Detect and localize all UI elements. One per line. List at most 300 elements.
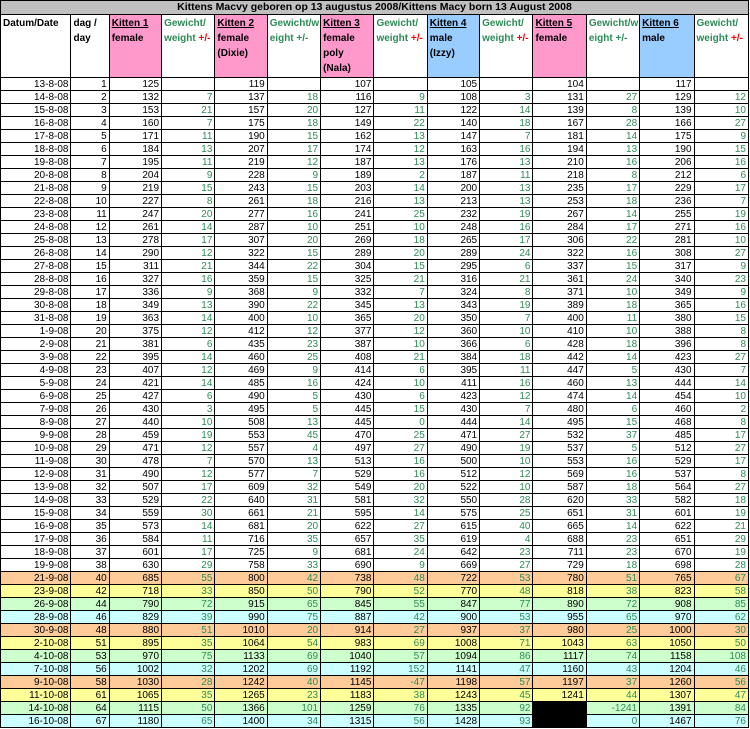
weight-cell: 471 — [109, 442, 161, 455]
gain-cell: 22 — [162, 494, 215, 507]
kitten-5-header — [533, 15, 586, 78]
weight-cell: 651 — [533, 507, 586, 520]
date-cell: 26-8-08 — [1, 247, 71, 260]
weight-cell: 119 — [215, 78, 267, 91]
weight-cell: 553 — [215, 429, 267, 442]
kitten-name: Kitten 4 — [429, 18, 467, 29]
weight-cell: 1133 — [215, 650, 267, 663]
gain-cell: 16 — [694, 156, 748, 169]
gain-cell: -1241 — [586, 702, 639, 715]
gain-cell: 15 — [267, 182, 320, 195]
weight-cell: 460 — [640, 403, 694, 416]
weight-cell: 261 — [215, 195, 267, 208]
weight-cell: 427 — [109, 390, 161, 403]
day-cell: 38 — [71, 559, 109, 572]
weight-cell: 380 — [640, 312, 694, 325]
date-cell: 19-9-08 — [1, 559, 71, 572]
weight-cell: 219 — [215, 156, 267, 169]
weight-cell: 219 — [109, 182, 161, 195]
gain-cell: 30 — [694, 624, 748, 637]
gain-cell: 13 — [480, 182, 533, 195]
weight-cell: 1064 — [215, 637, 267, 650]
gain-cell: 17 — [586, 182, 639, 195]
gain-cell: 14 — [586, 390, 639, 403]
weight-cell: 129 — [640, 91, 694, 104]
date-cell: 11-10-08 — [1, 689, 71, 702]
gain-cell: 84 — [694, 702, 748, 715]
weight-cell: 430 — [427, 403, 479, 416]
weight-cell: 163 — [427, 143, 479, 156]
date-cell: 17-8-08 — [1, 130, 71, 143]
gain-cell: 10 — [374, 338, 427, 351]
weight-cell: 1065 — [109, 689, 161, 702]
gain-cell: 14 — [586, 351, 639, 364]
weight-cell: 174 — [321, 143, 374, 156]
weight-cell: 790 — [109, 598, 161, 611]
gain-cell — [374, 78, 427, 91]
gain-cell: 27 — [694, 117, 748, 130]
weight-cell: 269 — [321, 234, 374, 247]
day-cell: 24 — [71, 377, 109, 390]
day-cell: 8 — [71, 169, 109, 182]
date-cell: 23-9-08 — [1, 585, 71, 598]
gain-cell: 15 — [374, 403, 427, 416]
weight-cell: 980 — [533, 624, 586, 637]
gain-cell: 11 — [162, 156, 215, 169]
gain-cell: 13 — [374, 130, 427, 143]
weight-cell: 1115 — [109, 702, 161, 715]
weight-cell: 132 — [109, 91, 161, 104]
plus-minus-label: +/- — [410, 33, 423, 44]
date-cell: 29-8-08 — [1, 286, 71, 299]
weight-cell: 698 — [640, 559, 694, 572]
gain-cell: 72 — [162, 598, 215, 611]
kitten-2-gain-header — [267, 15, 320, 78]
weight-cell: 423 — [427, 390, 479, 403]
gain-cell: 13 — [480, 195, 533, 208]
gain-cell: 7 — [694, 364, 748, 377]
weight-cell: 880 — [109, 624, 161, 637]
weight-cell: 430 — [109, 403, 161, 416]
table-row — [1, 416, 749, 429]
weight-cell: 384 — [427, 351, 479, 364]
gain-cell: 12 — [162, 364, 215, 377]
date-cell: 16-9-08 — [1, 520, 71, 533]
gain-cell: 53 — [480, 611, 533, 624]
weight-cell: 153 — [109, 104, 161, 117]
gain-cell: 5 — [586, 442, 639, 455]
gain-cell: 21 — [267, 507, 320, 520]
weight-cell: 445 — [321, 416, 374, 429]
gain-cell: 9 — [162, 286, 215, 299]
date-cell: 18-8-08 — [1, 143, 71, 156]
gain-cell: 55 — [374, 598, 427, 611]
gain-cell: 8 — [162, 195, 215, 208]
table-row — [1, 533, 749, 546]
gain-cell: 18 — [586, 481, 639, 494]
gain-cell: 10 — [694, 104, 748, 117]
weight-cell: 227 — [109, 195, 161, 208]
gain-cell: 46 — [694, 663, 748, 676]
weight-cell: 716 — [215, 533, 267, 546]
kitten-description: female — [535, 33, 568, 44]
weight-cell: 447 — [533, 364, 586, 377]
table-row — [1, 351, 749, 364]
weight-cell: 1366 — [215, 702, 267, 715]
gain-cell: 2 — [694, 403, 748, 416]
gain-cell: 16 — [267, 377, 320, 390]
gain-cell: 27 — [480, 429, 533, 442]
date-cell: 4-10-08 — [1, 650, 71, 663]
gain-cell: 14 — [162, 351, 215, 364]
gain-cell: 4 — [480, 533, 533, 546]
date-cell: 15-8-08 — [1, 104, 71, 117]
weight-cell: 1265 — [215, 689, 267, 702]
weight-cell: 157 — [215, 104, 267, 117]
table-row — [1, 455, 749, 468]
gain-cell: 63 — [586, 637, 639, 650]
weight-cell: 444 — [427, 416, 479, 429]
weight-cell: 900 — [427, 611, 479, 624]
weight-cell: 267 — [533, 208, 586, 221]
weight-cell: 474 — [533, 390, 586, 403]
weight-cell: 490 — [109, 468, 161, 481]
day-cell: 37 — [71, 546, 109, 559]
gain-cell: 9 — [694, 286, 748, 299]
day-cell: 27 — [71, 416, 109, 429]
date-cell: 24-8-08 — [1, 221, 71, 234]
day-cell: 30 — [71, 455, 109, 468]
gain-cell: 16 — [267, 208, 320, 221]
gain-cell: 27 — [694, 351, 748, 364]
gain-cell: 20 — [374, 481, 427, 494]
weight-cell: 408 — [321, 351, 374, 364]
gain-cell: 6 — [162, 390, 215, 403]
gain-cell: 35 — [162, 689, 215, 702]
weight-cell: 359 — [215, 273, 267, 286]
gain-cell: 12 — [162, 325, 215, 338]
weight-cell: 1180 — [109, 715, 161, 728]
table-row — [1, 169, 749, 182]
weight-cell: 387 — [321, 338, 374, 351]
date-cell: 3-9-08 — [1, 351, 71, 364]
weight-cell: 322 — [215, 247, 267, 260]
gain-cell — [480, 78, 533, 91]
gain-cell: 85 — [694, 598, 748, 611]
weight-cell: 410 — [533, 325, 586, 338]
date-cell: 18-9-08 — [1, 546, 71, 559]
gain-cell: 17 — [267, 143, 320, 156]
day-cell: 9 — [71, 182, 109, 195]
gain-cell: 6 — [374, 390, 427, 403]
weight-cell: 365 — [640, 299, 694, 312]
weight-cell: 243 — [215, 182, 267, 195]
gain-cell: 7 — [374, 286, 427, 299]
day-cell: 21 — [71, 338, 109, 351]
gain-cell: 54 — [267, 637, 320, 650]
gain-cell: 28 — [480, 494, 533, 507]
weight-cell: 1030 — [109, 676, 161, 689]
date-cell: 6-9-08 — [1, 390, 71, 403]
weight-cell: 553 — [533, 455, 586, 468]
table-row — [1, 104, 749, 117]
gain-cell: 48 — [480, 585, 533, 598]
weight-cell: 127 — [321, 104, 374, 117]
weight-cell: 595 — [321, 507, 374, 520]
gain-cell: 23 — [694, 273, 748, 286]
weight-cell: 1335 — [427, 702, 479, 715]
date-cell: 22-8-08 — [1, 195, 71, 208]
weight-cell: 368 — [215, 286, 267, 299]
gain-cell: 10 — [586, 325, 639, 338]
weight-cell: 601 — [109, 546, 161, 559]
table-row — [1, 195, 749, 208]
weight-cell: 495 — [533, 416, 586, 429]
weight-cell: 345 — [321, 299, 374, 312]
weight-cell: 295 — [427, 260, 479, 273]
gain-cell: 17 — [694, 429, 748, 442]
weight-cell: 642 — [427, 546, 479, 559]
gain-cell: 12 — [480, 468, 533, 481]
weight-cell: 428 — [533, 338, 586, 351]
weight-cell: 349 — [640, 286, 694, 299]
weight-cell: 581 — [321, 494, 374, 507]
weight-cell: 584 — [109, 533, 161, 546]
weight-cell: 206 — [640, 156, 694, 169]
title-row — [1, 1, 749, 15]
weight-cell: 575 — [427, 507, 479, 520]
gain-cell: 6 — [162, 338, 215, 351]
table-row — [1, 598, 749, 611]
gain-cell: 56 — [694, 676, 748, 689]
weight-cell: 577 — [215, 468, 267, 481]
weight-cell: 508 — [215, 416, 267, 429]
gain-cell: 18 — [586, 338, 639, 351]
day-cell: 58 — [71, 676, 109, 689]
weight-cell: 139 — [640, 104, 694, 117]
table-row — [1, 247, 749, 260]
weight-cell: 529 — [640, 455, 694, 468]
weight-cell: 512 — [427, 468, 479, 481]
table-row — [1, 325, 749, 338]
date-cell: 13-9-08 — [1, 481, 71, 494]
gain-cell: 11 — [586, 312, 639, 325]
gain-cell: 20 — [374, 312, 427, 325]
date-cell: 17-9-08 — [1, 533, 71, 546]
weight-cell: 615 — [427, 520, 479, 533]
gain-cell: 32 — [267, 481, 320, 494]
weight-cell: 116 — [321, 91, 374, 104]
gain-cell: 15 — [586, 416, 639, 429]
weight-cell: 194 — [533, 143, 586, 156]
gain-cell: 72 — [586, 598, 639, 611]
gain-cell: 8 — [694, 338, 748, 351]
gain-cell: 8 — [586, 104, 639, 117]
weight-cell: 497 — [321, 442, 374, 455]
gain-cell: 18 — [267, 195, 320, 208]
date-cell: 26-9-08 — [1, 598, 71, 611]
gain-cell: 2 — [374, 169, 427, 182]
table-row — [1, 689, 749, 702]
weight-cell: 139 — [533, 104, 586, 117]
weight-cell: 212 — [640, 169, 694, 182]
weight-cell: 937 — [427, 624, 479, 637]
date-cell: 31-8-08 — [1, 312, 71, 325]
kitten-name: Kitten 3 — [323, 18, 360, 29]
weight-cell: 1307 — [640, 689, 694, 702]
weight-cell: 253 — [533, 195, 586, 208]
gain-cell: 18 — [694, 494, 748, 507]
weight-cell: 500 — [427, 455, 479, 468]
gain-cell: 19 — [694, 546, 748, 559]
gain-cell: 7 — [162, 117, 215, 130]
weight-cell: 640 — [215, 494, 267, 507]
weight-cell: 430 — [640, 364, 694, 377]
weight-cell — [533, 715, 586, 728]
weight-cell: 1391 — [640, 702, 694, 715]
gain-cell: 28 — [586, 117, 639, 130]
gain-cell: 29 — [694, 533, 748, 546]
table-row — [1, 78, 749, 91]
weight-cell — [533, 702, 586, 715]
gain-cell: 22 — [374, 117, 427, 130]
gain-cell: 0 — [374, 416, 427, 429]
gain-cell: 12 — [162, 247, 215, 260]
weight-cell: 396 — [640, 338, 694, 351]
weight-cell: 195 — [109, 156, 161, 169]
plus-minus-label: +/- — [615, 33, 628, 44]
gain-cell: 15 — [162, 182, 215, 195]
date-cell: 10-9-08 — [1, 442, 71, 455]
gain-cell: 12 — [267, 325, 320, 338]
gain-cell: 7 — [480, 312, 533, 325]
weight-cell: 983 — [321, 637, 374, 650]
gain-cell: 14 — [374, 507, 427, 520]
weight-cell: 107 — [321, 78, 374, 91]
weight-cell: 532 — [533, 429, 586, 442]
gain-cell: 13 — [162, 299, 215, 312]
gain-cell: 152 — [374, 663, 427, 676]
weight-cell: 688 — [533, 533, 586, 546]
gain-cell: 23 — [480, 546, 533, 559]
gain-cell: 11 — [480, 169, 533, 182]
day-cell: 2 — [71, 91, 109, 104]
weight-cell: 181 — [533, 130, 586, 143]
weight-cell: 914 — [321, 624, 374, 637]
date-cell: 2-10-08 — [1, 637, 71, 650]
gain-cell: 6 — [586, 403, 639, 416]
weight-cell: 389 — [533, 299, 586, 312]
gain-cell: 62 — [694, 611, 748, 624]
gain-cell: 16 — [586, 455, 639, 468]
weight-cell: 549 — [321, 481, 374, 494]
table-row — [1, 91, 749, 104]
weight-cell: 247 — [109, 208, 161, 221]
gain-cell: 65 — [267, 598, 320, 611]
weight-cell: 847 — [427, 598, 479, 611]
weight-cell: 117 — [640, 78, 694, 91]
gain-cell: 13 — [374, 299, 427, 312]
weight-cell: 350 — [427, 312, 479, 325]
gain-cell: 12 — [694, 91, 748, 104]
gain-cell: 23 — [267, 338, 320, 351]
weight-cell: 187 — [427, 169, 479, 182]
day-cell: 44 — [71, 598, 109, 611]
gain-cell: 10 — [374, 377, 427, 390]
weight-cell: 485 — [215, 377, 267, 390]
weight-cell: 200 — [427, 182, 479, 195]
gain-cell: 51 — [586, 572, 639, 585]
table-row — [1, 234, 749, 247]
weight-cell: 1040 — [321, 650, 374, 663]
day-cell: 20 — [71, 325, 109, 338]
weight-cell: 890 — [533, 598, 586, 611]
day-cell: 34 — [71, 507, 109, 520]
header-row — [1, 15, 749, 78]
gain-cell: 65 — [586, 611, 639, 624]
weight-cell: 255 — [640, 208, 694, 221]
gain-cell: 34 — [267, 715, 320, 728]
gain-cell: 13 — [586, 377, 639, 390]
gain-cell: 24 — [586, 273, 639, 286]
gain-cell: 12 — [374, 325, 427, 338]
weight-cell: 344 — [215, 260, 267, 273]
day-cell: 17 — [71, 286, 109, 299]
weight-cell: 414 — [321, 364, 374, 377]
weight-cell: 232 — [427, 208, 479, 221]
gain-cell: 8 — [694, 416, 748, 429]
table-row — [1, 572, 749, 585]
weight-cell: 167 — [533, 117, 586, 130]
gain-cell: 21 — [480, 273, 533, 286]
table-row — [1, 676, 749, 689]
gain-cell: 10 — [694, 234, 748, 247]
weight-cell: 758 — [215, 559, 267, 572]
gain-cell: 3 — [162, 403, 215, 416]
day-cell: 61 — [71, 689, 109, 702]
gain-cell: 23 — [586, 533, 639, 546]
weight-cell: 395 — [109, 351, 161, 364]
gain-cell: 17 — [480, 234, 533, 247]
gain-cell: 29 — [162, 559, 215, 572]
gain-cell: 42 — [267, 572, 320, 585]
weight-cell: 722 — [427, 572, 479, 585]
gain-cell — [694, 78, 748, 91]
weight-cell: 377 — [321, 325, 374, 338]
weight-cell: 407 — [109, 364, 161, 377]
date-cell: 2-9-08 — [1, 338, 71, 351]
gain-cell: 47 — [694, 689, 748, 702]
date-cell: 28-8-08 — [1, 273, 71, 286]
gain-cell: 15 — [586, 260, 639, 273]
date-cell: 19-8-08 — [1, 156, 71, 169]
gain-cell: 77 — [480, 598, 533, 611]
weight-cell: 670 — [640, 546, 694, 559]
table-row — [1, 715, 749, 728]
gain-cell: 11 — [162, 533, 215, 546]
weight-cell: 287 — [215, 221, 267, 234]
gain-cell: 14 — [162, 377, 215, 390]
weight-cell: 669 — [427, 559, 479, 572]
date-cell: 30-9-08 — [1, 624, 71, 637]
gain-cell: 11 — [480, 364, 533, 377]
gain-cell: 35 — [162, 637, 215, 650]
weight-cell: 1315 — [321, 715, 374, 728]
day-cell: 23 — [71, 364, 109, 377]
weight-cell: 690 — [321, 559, 374, 572]
gain-cell: 58 — [694, 585, 748, 598]
gain-cell: 14 — [162, 221, 215, 234]
